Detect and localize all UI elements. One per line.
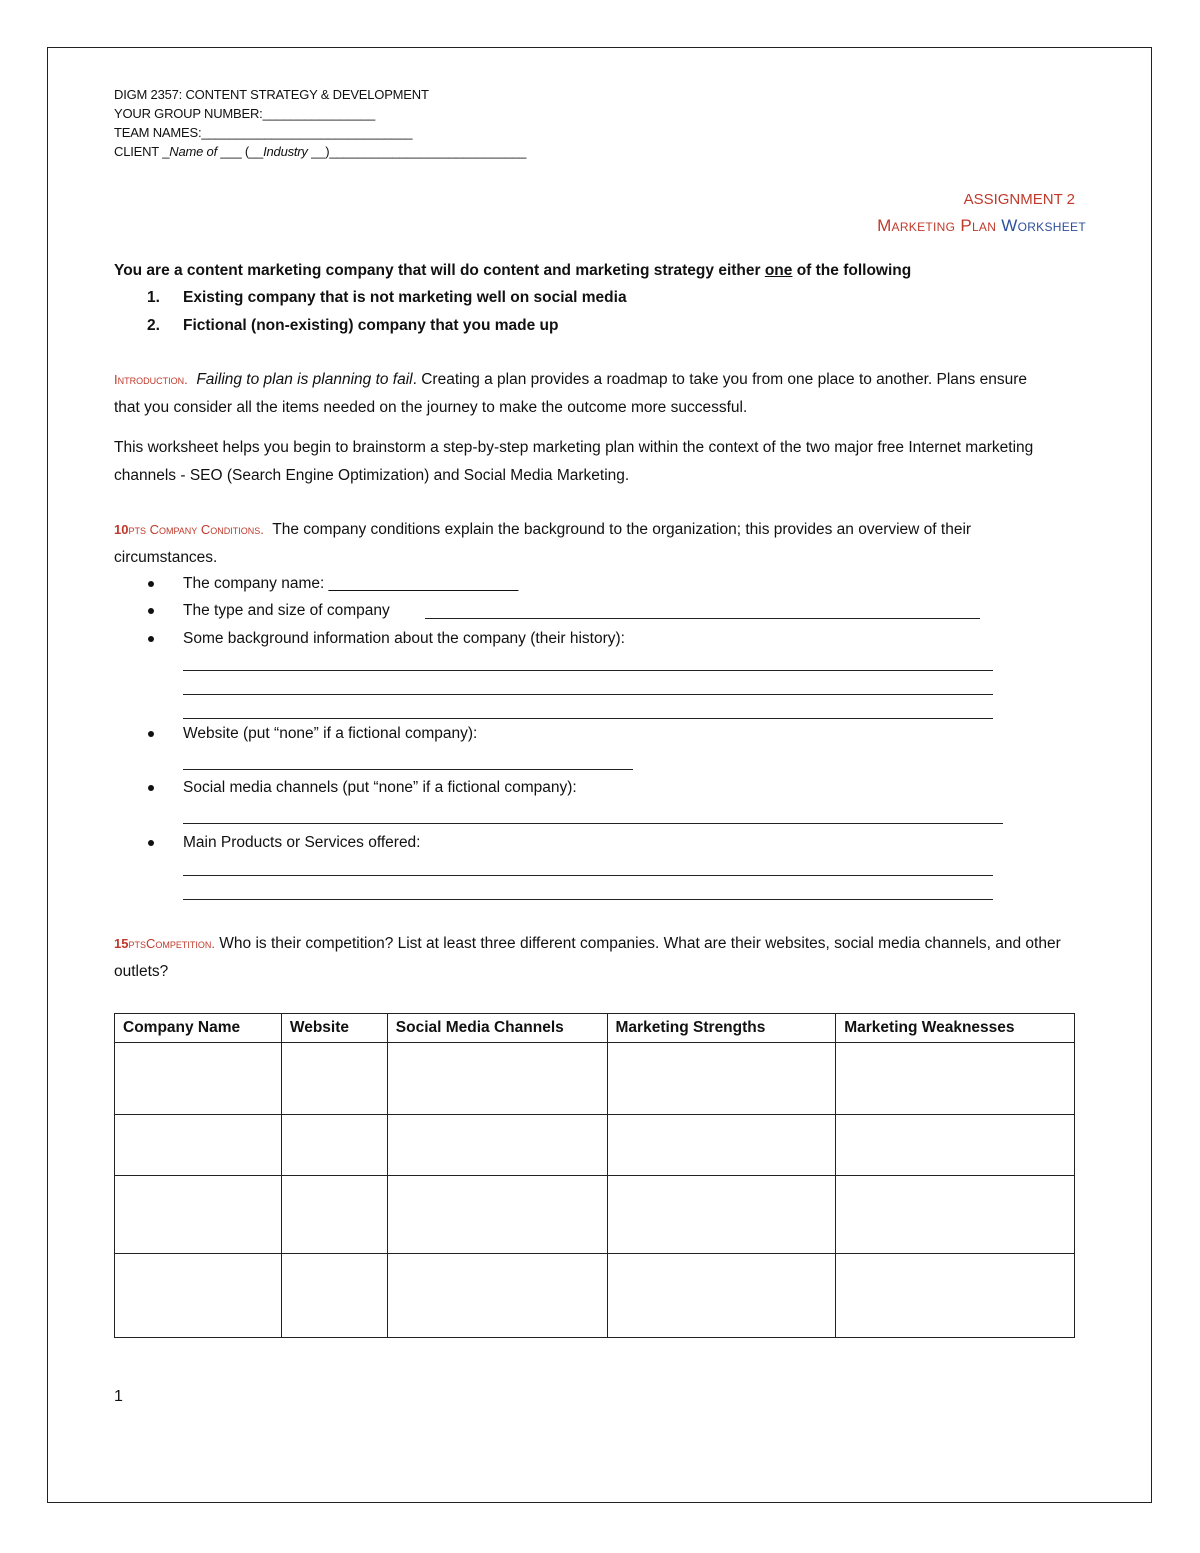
table-cell[interactable] — [115, 1043, 282, 1115]
table-cell[interactable] — [281, 1254, 387, 1338]
table-cell[interactable] — [607, 1176, 836, 1254]
website-label: Website (put “none” if a fictional company): — [183, 725, 478, 742]
company-conditions-points: 10 — [114, 522, 129, 537]
competition-heading: ptsCompetition. — [128, 936, 215, 951]
lead-underlined: one — [764, 262, 793, 279]
table-cell[interactable] — [281, 1043, 387, 1115]
column-header: Social Media Channels — [387, 1014, 607, 1043]
client-suffix: __)____________________________ — [307, 144, 527, 159]
title-word-plan: Plan — [960, 216, 997, 235]
table-cell[interactable] — [607, 1043, 836, 1115]
table-row — [115, 1043, 1075, 1115]
lead-text: You are a content marketing company that will do content and marketing strategy either — [114, 262, 765, 279]
competition-paragraph — [114, 930, 1089, 985]
client-prefix: CLIENT _ — [114, 144, 170, 159]
introduction-paragraph-2: This worksheet helps you begin to brainstorm a step-by-step marketing plan within the context of the two major free Internet marketing channels - SEO (Search Engine Optimization) and Social Media Marketing. — [114, 439, 1034, 484]
products-line[interactable] — [183, 899, 993, 900]
option-text: Existing company that is not marketing well on social media — [183, 289, 627, 306]
group-number-field[interactable]: YOUR GROUP NUMBER:________________ — [114, 106, 376, 121]
client-mid: ___ (__ — [216, 144, 264, 159]
company-type-line[interactable] — [425, 618, 980, 619]
company-conditions-body: The company conditions explain the background to the organization; this provides an overview of their circumstances. — [114, 521, 972, 566]
lead-text-end: of the following — [792, 262, 912, 279]
page-number: 1 — [114, 1388, 123, 1405]
bullet-icon — [148, 731, 154, 737]
competition-body: Who is their competition? List at least three different companies. What are their websites, social media channels, and other outlets? — [114, 935, 1061, 980]
introduction-paragraph — [114, 366, 1054, 421]
column-header: Website — [281, 1014, 387, 1043]
column-header: Company Name — [115, 1014, 282, 1043]
products-label: Main Products or Services offered: — [183, 834, 421, 851]
column-header: Marketing Weaknesses — [836, 1014, 1075, 1043]
bullet-icon — [148, 608, 154, 614]
products-line[interactable] — [183, 875, 993, 876]
company-name-field[interactable]: The company name: ______________________ — [183, 575, 519, 592]
table-cell[interactable] — [281, 1115, 387, 1176]
client-industry-hint: Industry — [263, 144, 308, 159]
table-cell[interactable] — [387, 1043, 607, 1115]
website-line[interactable] — [183, 769, 633, 770]
background-line[interactable] — [183, 670, 993, 671]
table-row — [115, 1176, 1075, 1254]
client-name-hint: Name of — [169, 144, 217, 159]
column-header: Marketing Strengths — [607, 1014, 836, 1043]
table-cell[interactable] — [281, 1176, 387, 1254]
option-number: 2. — [147, 317, 160, 334]
bullet-icon — [148, 785, 154, 791]
introduction-heading: Introduction. — [114, 372, 188, 387]
client-field[interactable] — [114, 143, 526, 161]
competition-points: 15 — [114, 936, 129, 951]
table-cell[interactable] — [607, 1254, 836, 1338]
company-conditions-heading: pts Company Conditions. — [128, 522, 264, 537]
table-cell[interactable] — [836, 1043, 1075, 1115]
table-cell[interactable] — [836, 1254, 1075, 1338]
title-word-marketing: Marketing — [877, 216, 956, 235]
table-cell[interactable] — [387, 1254, 607, 1338]
lead-instruction — [114, 257, 911, 285]
table-header-row — [115, 1014, 1075, 1043]
title-word-worksheet: Worksheet — [1001, 216, 1086, 235]
bullet-icon — [148, 636, 154, 642]
option-text: Fictional (non-existing) company that you made up — [183, 317, 559, 334]
table-cell[interactable] — [387, 1115, 607, 1176]
company-conditions-paragraph — [114, 516, 1044, 571]
table-cell[interactable] — [115, 1176, 282, 1254]
assignment-label: ASSIGNMENT 2 — [963, 191, 1075, 208]
option-number: 1. — [147, 289, 160, 306]
table-row — [115, 1254, 1075, 1338]
company-type-label: The type and size of company — [183, 602, 390, 619]
bullet-icon — [148, 840, 154, 846]
table-cell[interactable] — [115, 1115, 282, 1176]
social-channels-line[interactable] — [183, 823, 1003, 824]
background-label: Some background information about the company (their history): — [183, 630, 625, 647]
table-row — [115, 1115, 1075, 1176]
introduction-body: . Creating a plan provides a roadmap to take you from one place to another. Plans ensure that you consider all the items needed on the journey to make the outcome more successful. — [114, 371, 1027, 416]
table-cell[interactable] — [387, 1176, 607, 1254]
background-line[interactable] — [183, 694, 993, 695]
table-cell[interactable] — [607, 1115, 836, 1176]
table-cell[interactable] — [836, 1115, 1075, 1176]
background-line[interactable] — [183, 718, 993, 719]
team-names-field[interactable]: TEAM NAMES:______________________________ — [114, 125, 413, 140]
course-title: DIGM 2357: CONTENT STRATEGY & DEVELOPMENT — [114, 87, 429, 102]
table-cell[interactable] — [115, 1254, 282, 1338]
worksheet-title — [877, 216, 1086, 236]
table-cell[interactable] — [836, 1176, 1075, 1254]
social-channels-label: Social media channels (put “none” if a fictional company): — [183, 779, 577, 796]
introduction-quote: Failing to plan is planning to fail — [196, 371, 413, 388]
competition-table — [114, 1013, 1075, 1338]
bullet-icon — [148, 581, 154, 587]
